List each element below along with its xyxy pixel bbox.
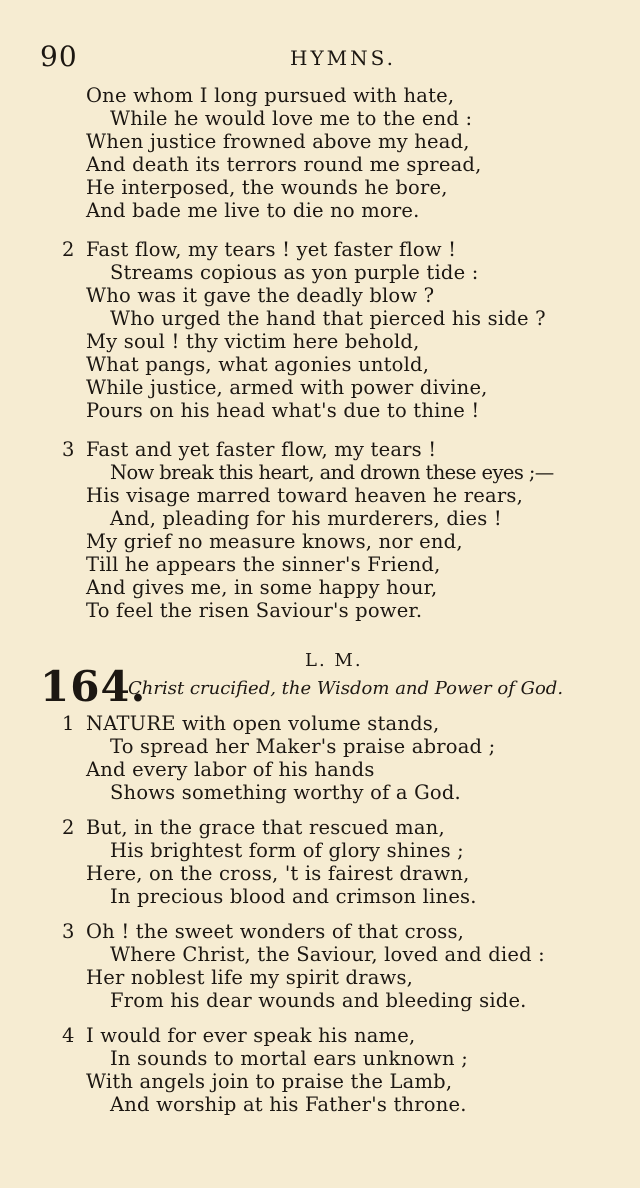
verse-line: Fast and yet faster flow, my tears ! [86,438,437,461]
stanza-number: 2 [62,816,75,839]
verse-line: Where Christ, the Saviour, loved and died : [110,943,545,966]
verse-line: NATURE with open volume stands, [86,712,440,735]
verse-line: And bade me live to die no more. [86,199,420,222]
verse-line: One whom I long pursued with hate, [86,84,455,107]
stanza-number: 2 [62,238,75,261]
verse-line: Who was it gave the deadly blow ? [86,284,435,307]
page-number: 90 [40,40,78,73]
verse-line: To spread her Maker's praise abroad ; [110,735,496,758]
verse-line: In precious blood and crimson lines. [110,885,477,908]
verse-line: Oh ! the sweet wonders of that cross, [86,920,465,943]
verse-line: And gives me, in some happy hour, [86,576,438,599]
stanza-number: 1 [62,712,75,735]
verse-line: His brightest form of glory shines ; [110,839,464,862]
verse-line: My soul ! thy victim here behold, [86,330,420,353]
verse-line: But, in the grace that rescued man, [86,816,445,839]
verse-line: And worship at his Father's throne. [110,1093,467,1116]
verse-line: And death its terrors round me spread, [86,153,482,176]
verse-line: He interposed, the wounds he bore, [86,176,448,199]
hymn-title: Christ crucified, the Wisdom and Power of God. [128,678,564,699]
verse-line: Now break this heart, and drown these eyes ;— [110,461,554,484]
verse-line: Her noblest life my spirit draws, [86,966,414,989]
verse-line: Till he appears the sinner's Friend, [86,553,441,576]
verse-line: Pours on his head what's due to thine ! [86,399,480,422]
stanza-number: 4 [62,1024,75,1047]
verse-line: When justice frowned above my head, [86,130,470,153]
running-title: HYMNS. [290,46,396,70]
verse-line: My grief no measure knows, nor end, [86,530,463,553]
verse-line: From his dear wounds and bleeding side. [110,989,527,1012]
verse-line: To feel the risen Saviour's power. [86,599,423,622]
stanza-number: 3 [62,920,75,943]
verse-line: In sounds to mortal ears unknown ; [110,1047,468,1070]
page-header [40,40,600,76]
hymn-meter: L. M. [305,650,363,671]
verse-line: I would for ever speak his name, [86,1024,416,1047]
verse-line: While he would love me to the end : [110,107,473,130]
verse-line: With angels join to praise the Lamb, [86,1070,453,1093]
verse-line: Streams copious as yon purple tide : [110,261,479,284]
verse-line: Who urged the hand that pierced his side ? [110,307,546,330]
hymn-number: 164. [40,662,147,711]
verse-line: Here, on the cross, 't is fairest drawn, [86,862,470,885]
verse-line: Fast flow, my tears ! yet faster flow ! [86,238,457,261]
verse-line: Shows something worthy of a God. [110,781,461,804]
verse-line: What pangs, what agonies untold, [86,353,430,376]
stanza-number: 3 [62,438,75,461]
verse-line: And, pleading for his murderers, dies ! [110,507,502,530]
verse-line: And every labor of his hands [86,758,375,781]
verse-line: His visage marred toward heaven he rears, [86,484,523,507]
verse-line: While justice, armed with power divine, [86,376,488,399]
